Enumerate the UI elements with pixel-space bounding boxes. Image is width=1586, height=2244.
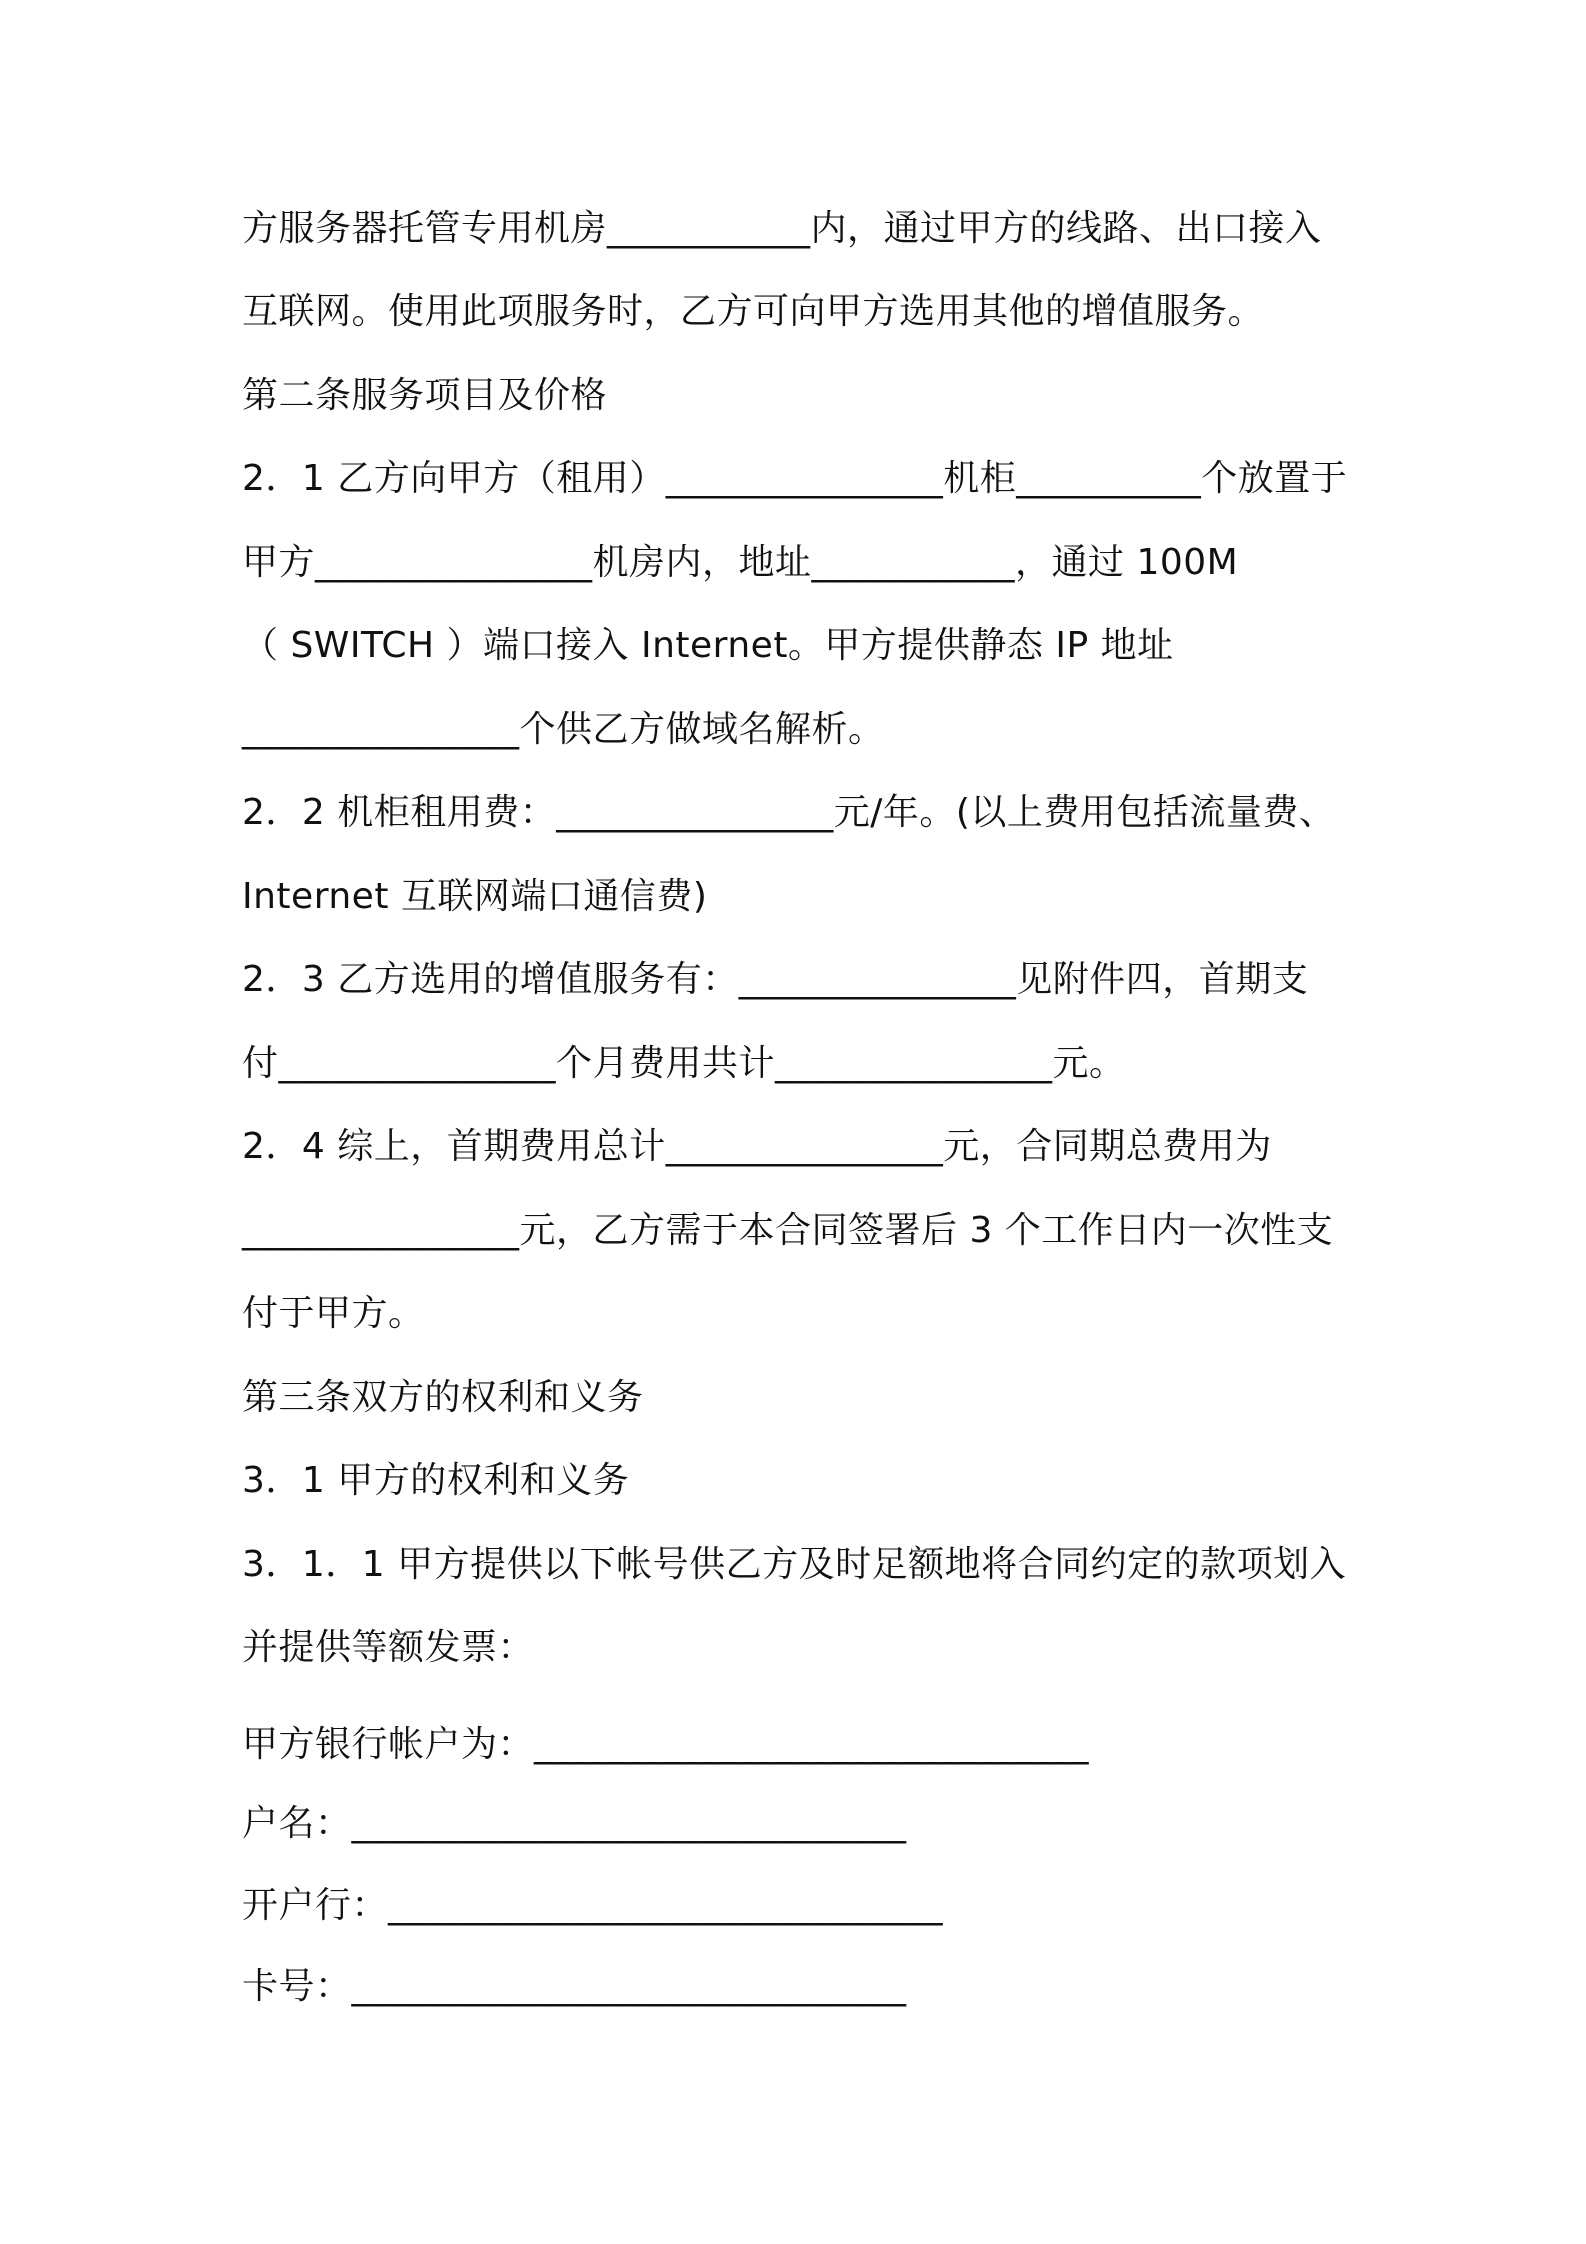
- paragraph-line: 付_______________个月费用共计_______________元。: [242, 1043, 1126, 1084]
- paragraph-line: 2．1 乙方向甲方（租用）_______________机柜__________个放置于: [242, 458, 1348, 499]
- paragraph-line: 并提供等额发票：: [242, 1627, 535, 1668]
- card-number-field: 卡号：______________________________: [242, 1966, 907, 2007]
- paragraph-line: 2．3 乙方选用的增值服务有：_______________见附件四，首期支: [242, 959, 1309, 1000]
- paragraph-line: 方服务器托管专用机房___________内，通过甲方的线路、出口接入: [242, 208, 1322, 249]
- account-name-field: 户名：______________________________: [242, 1803, 907, 1844]
- bank-account-field: 甲方银行帐户为：______________________________: [242, 1724, 1090, 1765]
- bank-branch-field: 开户行：______________________________: [242, 1885, 944, 1926]
- paragraph-line: （ SWITCH ）端口接入 Internet。甲方提供静态 IP 地址: [242, 625, 1174, 666]
- paragraph-line: 2．4 综上，首期费用总计_______________元，合同期总费用为: [242, 1126, 1272, 1167]
- paragraph-line: _______________元，乙方需于本合同签署后 3 个工作日内一次性支: [242, 1210, 1334, 1251]
- paragraph-line: _______________个供乙方做域名解析。: [242, 709, 885, 750]
- paragraph-line: 2．2 机柜租用费：_______________元/年。(以上费用包括流量费、: [242, 792, 1336, 833]
- section-heading: 第二条服务项目及价格: [242, 375, 608, 416]
- paragraph-line: Internet 互联网端口通信费): [242, 876, 708, 917]
- paragraph-line: 互联网。使用此项服务时，乙方可向甲方选用其他的增值服务。: [242, 291, 1265, 332]
- paragraph-line: 3．1．1 甲方提供以下帐号供乙方及时足额地将合同约定的款项划入: [242, 1544, 1347, 1585]
- section-heading: 第三条双方的权利和义务: [242, 1377, 644, 1418]
- paragraph-line: 付于甲方。: [242, 1293, 425, 1334]
- subsection-heading: 3．1 甲方的权利和义务: [242, 1460, 630, 1501]
- paragraph-line: 甲方_______________机房内，地址___________，通过 100M: [242, 542, 1239, 583]
